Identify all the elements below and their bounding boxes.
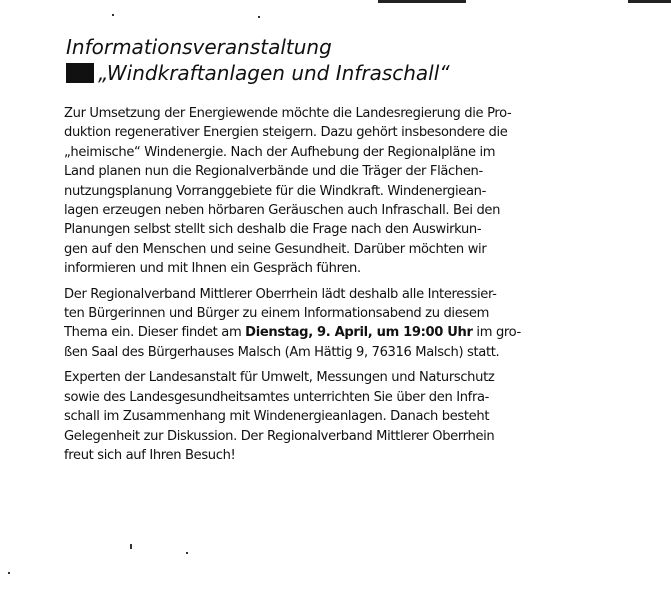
text-line: „heimische“ Windenergie. Nach der Aufhebung der Regionalpläne im <box>64 144 496 160</box>
text-line: freut sich auf Ihren Besuch! <box>64 447 236 463</box>
text-line: Der Regionalverband Mittlerer Oberrhein lädt deshalb alle Interessier- <box>64 286 497 302</box>
text-line: schall im Zusammenhang mit Windenergieanlagen. Danach besteht <box>64 409 490 425</box>
text-line: Gelegenheit zur Diskussion. Der Regionalverband Mittlerer Oberrhein <box>64 428 495 444</box>
title-line-2: „Windkraftanlagen und Infraschall“ <box>98 61 450 85</box>
text-line: Experten der Landesanstalt für Umwelt, Messungen und Naturschutz <box>64 370 495 386</box>
top-clipping-line <box>378 0 466 3</box>
top-clipping-line-right <box>628 0 671 3</box>
redaction-mark <box>66 63 94 83</box>
article-body <box>64 104 642 471</box>
text-line: Land planen nun die Regionalverbände und die Träger der Flächen- <box>64 164 483 180</box>
text-line: ten Bürgerinnen und Bürger zu einem Informationsabend zu diesem <box>64 306 490 322</box>
paragraph-3 <box>64 368 642 465</box>
scan-speck <box>186 552 188 554</box>
text-segment: im gro- <box>472 325 521 341</box>
text-line: gen auf den Menschen und seine Gesundheit. Darüber möchten wir <box>64 241 487 257</box>
text-line-with-date <box>64 323 642 342</box>
paragraph-2 <box>64 285 642 363</box>
text-line: sowie des Landesgesundheitsamtes unterrichten Sie über den Infra- <box>64 389 490 405</box>
article-title <box>66 34 626 86</box>
text-line: nutzungsplanung Vorranggebiete für die Windkraft. Windenergiean- <box>64 183 487 199</box>
text-line: lagen erzeugen neben hörbaren Geräuschen auch Infraschall. Bei den <box>64 203 501 219</box>
event-date-time: Dienstag, 9. April, um 19:00 Uhr <box>245 325 473 341</box>
text-segment: Thema ein. Dieser findet am <box>64 325 246 341</box>
paragraph-1 <box>64 104 642 279</box>
scan-speck <box>112 14 114 16</box>
text-line: duktion regenerativer Energien steigern. Dazu gehört insbesondere die <box>64 125 508 141</box>
text-line: informieren und mit Ihnen ein Gespräch führen. <box>64 261 361 277</box>
text-line: Planungen selbst stellt sich deshalb die Frage nach den Auswirkun- <box>64 222 482 238</box>
scan-speck <box>258 16 260 18</box>
text-line: Zur Umsetzung der Energiewende möchte die Landesregierung die Pro- <box>64 106 512 121</box>
text-line: ßen Saal des Bürgerhauses Malsch (Am Hättig 9, 76316 Malsch) statt. <box>64 344 500 360</box>
scan-speck <box>130 544 132 549</box>
title-line-1: Informationsveranstaltung <box>66 35 332 59</box>
title-line-2-row <box>66 60 626 86</box>
scan-speck <box>8 572 10 574</box>
